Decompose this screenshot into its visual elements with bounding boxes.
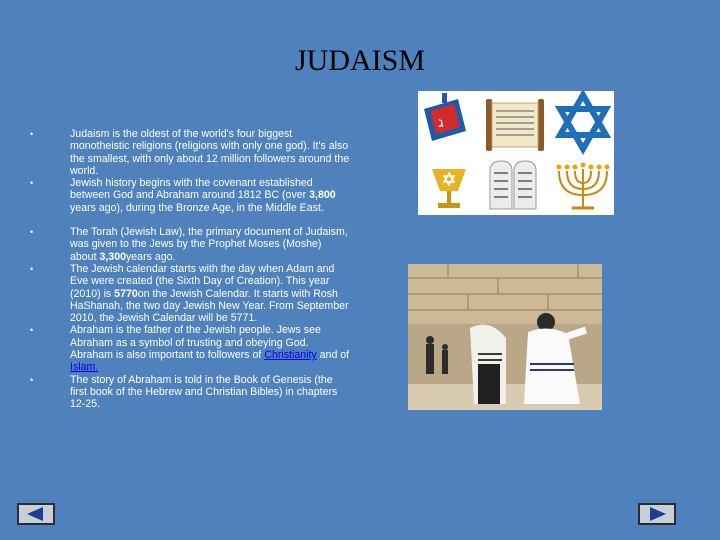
bullet-text: Abraham is the father of the Jewish people. Jews see Abraham as a symbol of trusting and obeying God. Abraham is also important to followers of <box>70 324 321 362</box>
bullet-dot: • <box>30 129 34 139</box>
bullet-item <box>30 226 350 263</box>
bullet-emphasis: 3,800 <box>309 189 336 202</box>
bullet-text: The Jewish calendar starts with the day when Adam and Eve were created (the Sixth Day of Creation). This year (2010) is <box>70 262 335 300</box>
previous-slide-button[interactable] <box>17 503 55 525</box>
next-slide-button[interactable] <box>638 503 676 525</box>
bullet-item <box>30 324 350 373</box>
bullet-emphasis: 5770 <box>114 287 138 300</box>
forward-arrow-icon <box>640 505 674 523</box>
bullet-list <box>30 128 350 411</box>
link-christianity[interactable]: Christianity <box>264 349 317 362</box>
bullet-text: years ago), during the Bronze Age, in the Middle East. <box>70 201 324 214</box>
svg-text:ג: ג <box>438 115 444 131</box>
bullet-text: Judaism is the oldest of the world's four biggest monotheistic religions (religions with only one god). It's also the smallest, with only about 12 million followers around the world. <box>70 128 350 177</box>
bullet-text: on the Jewish Calendar. It starts with Rosh HaShanah, the two day Jewish New Year. From September 2010, the Jewish Calendar will be 5771. <box>70 287 349 325</box>
bullet-item <box>30 374 350 411</box>
torah-scroll-icon <box>486 99 544 151</box>
bullet-item <box>30 128 350 177</box>
slide-title: JUDAISM <box>294 44 426 77</box>
western-wall-photo <box>408 264 602 410</box>
bullet-text: and of <box>316 349 350 362</box>
bullet-text: The Torah (Jewish Law), the primary document of Judaism, was given to the Jews by the Prophet Moses (Moshe) about <box>70 226 348 263</box>
bullet-item <box>30 263 350 324</box>
bullet-text: years ago. <box>125 250 176 263</box>
judaica-symbols-image <box>418 91 614 215</box>
bullet-dot: • <box>30 325 34 336</box>
bullet-item <box>30 177 350 214</box>
bullet-text: Jewish history begins with the covenant established between God and Abraham around 1812 BC (over <box>70 177 313 202</box>
link-islam[interactable]: Islam. <box>70 361 99 374</box>
bullet-emphasis: 3,300 <box>99 250 126 263</box>
bullet-dot: • <box>30 178 34 189</box>
bullet-dot: • <box>30 263 34 274</box>
bullet-text: The story of Abraham is told in the Book of Genesis (the first book of the Hebrew and Christian Bibles) in chapters 12-25. <box>70 373 338 411</box>
back-arrow-icon <box>19 505 53 523</box>
bullet-dot: • <box>30 227 34 238</box>
bullet-dot: • <box>30 374 34 385</box>
